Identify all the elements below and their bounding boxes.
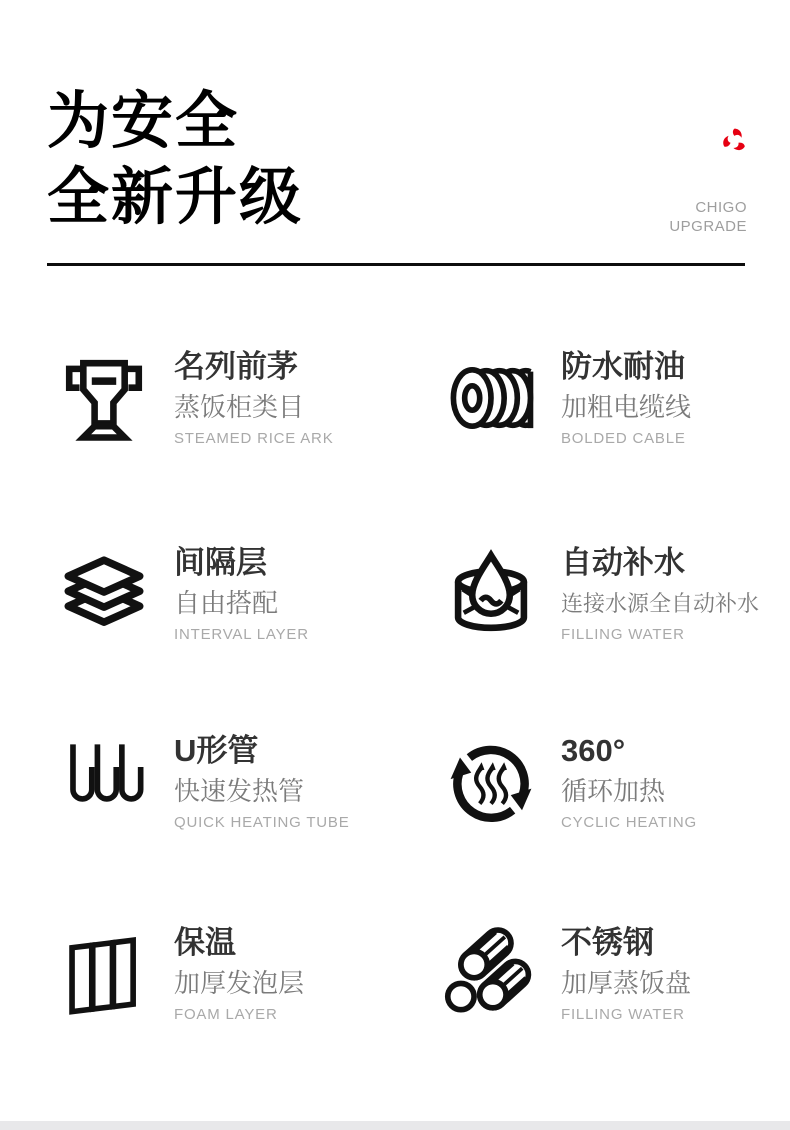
feature-caption: FOAM LAYER	[174, 1005, 278, 1023]
page-title-line1: 为安全	[47, 87, 240, 156]
feature-subtitle: 连接水源全自动补水	[561, 590, 760, 616]
feature-title: 自动补水	[561, 544, 685, 580]
cable-coil-icon	[443, 348, 539, 448]
feature-title: 防水耐油	[561, 348, 685, 384]
page-title-line2: 全新升级	[47, 163, 304, 232]
bottom-strip	[0, 1121, 790, 1130]
feature-subtitle: 自由搭配	[174, 587, 279, 618]
trophy-icon	[56, 348, 152, 448]
u-tube-icon	[56, 732, 152, 832]
feature-caption: CYCLIC HEATING	[561, 813, 697, 831]
feature-stainless-steel	[443, 918, 790, 1030]
divider-line	[47, 263, 745, 266]
feature-title: U形管	[174, 732, 259, 768]
brand-text	[669, 198, 747, 236]
feature-title: 保温	[174, 924, 236, 960]
feature-subtitle: 蒸饭柜类目	[174, 391, 305, 422]
feature-caption: FILLING WATER	[561, 625, 685, 643]
feature-title: 360°	[561, 732, 626, 768]
feature-360-heating	[443, 726, 790, 838]
water-tank-drop-icon	[443, 544, 539, 644]
feature-caption: STEAMED RICE ARK	[174, 429, 334, 447]
cyclic-heat-icon	[443, 732, 539, 832]
feature-subtitle: 加粗电缆线	[561, 391, 692, 422]
brand-line1: CHIGO	[695, 199, 747, 216]
feature-subtitle: 加厚蒸饭盘	[561, 967, 692, 998]
chigo-logo-icon	[721, 127, 748, 154]
feature-subtitle: 加厚发泡层	[174, 967, 305, 998]
feature-caption: BOLDED CABLE	[561, 429, 686, 447]
stacked-layers-icon	[56, 544, 152, 644]
feature-auto-refill	[443, 538, 790, 650]
feature-interval-layer	[56, 538, 416, 650]
feature-caption: FILLING WATER	[561, 1005, 685, 1023]
feature-title: 不锈钢	[561, 924, 654, 960]
brand-line2: UPGRADE	[669, 218, 747, 235]
steel-pipes-icon	[443, 924, 539, 1024]
feature-waterproof-cable	[443, 342, 790, 454]
feature-title: 间隔层	[174, 544, 267, 580]
feature-caption: INTERVAL LAYER	[174, 625, 309, 643]
foam-panels-icon	[56, 924, 152, 1024]
feature-u-tube	[56, 726, 416, 838]
feature-insulation	[56, 918, 416, 1030]
feature-caption: QUICK HEATING TUBE	[174, 813, 350, 831]
feature-top-rank	[56, 342, 416, 454]
feature-subtitle: 循环加热	[561, 775, 666, 806]
page-title	[47, 84, 303, 236]
feature-title: 名列前茅	[174, 348, 298, 384]
feature-subtitle: 快速发热管	[174, 775, 305, 806]
